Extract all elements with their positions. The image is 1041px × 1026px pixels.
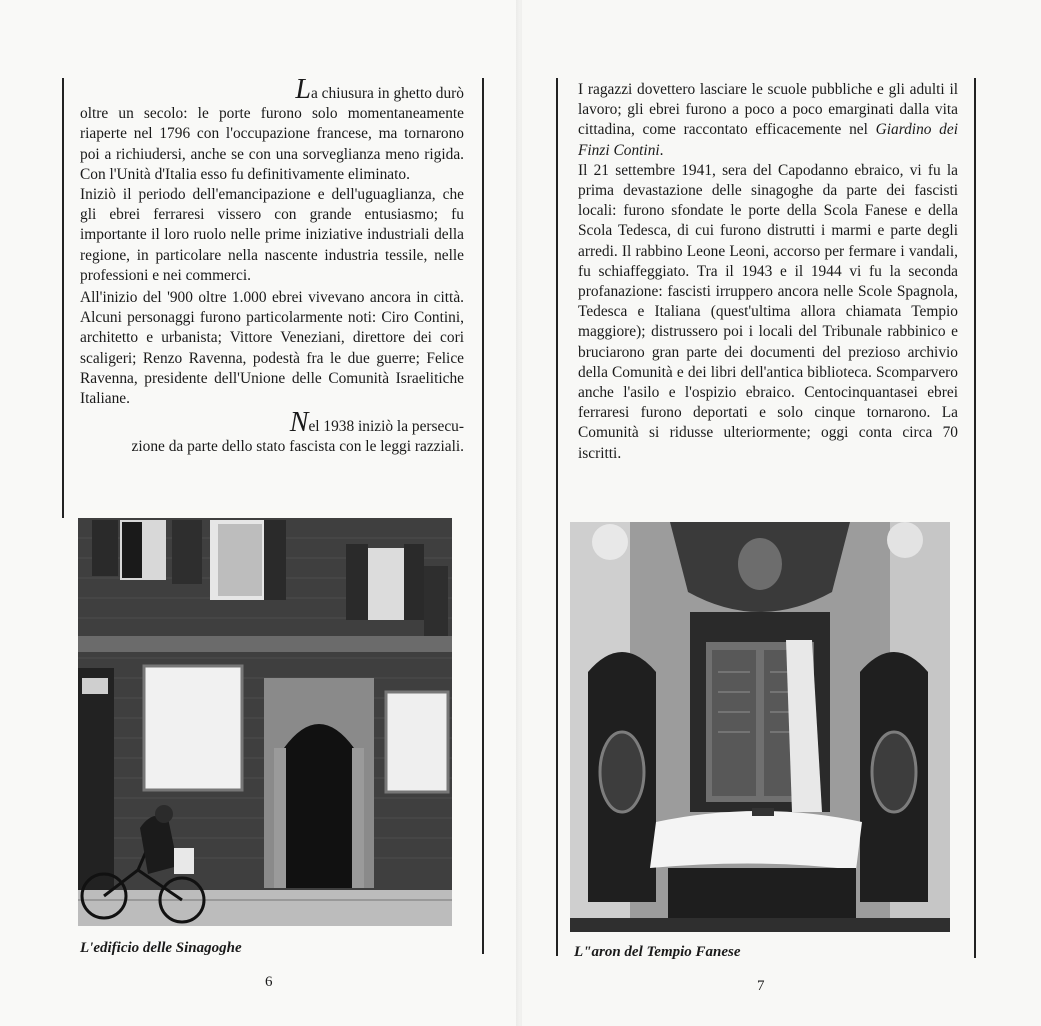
right-para-2: Il 21 settembre 1941, sera del Capodanno ebraico, vi fu la prima devastazione delle sinagoghe da parte dei fascisti locali: furono sfondate le porte della Scola Fanese e della Scola Tedesca, di cui furono distrutti i marmi e parte degli arredi. Il rabbino Leone Leoni, accorso per fermare i vandali, fu schiaffeggiato. Tra il 1943 e il 1944 vi fu la seconda profanazione: fascisti irruppero ancora nelle Scole Spagnola, Tedesca e Italiana (quest'ultima allora chiamata Tempio maggiore); distrussero poi i locali del Tribunale rabbinico e bruciarono gran parte dei documenti del prezioso archivio della Comunità e dei libri dell'antica biblioteca. Scomparvero anche l'asilo e l'ospizio ebraico. Centocinquantasei ebrei ferraresi furono deportati e solo cinque tornarono. La Comunità si ridusse ulteriormente; oggi conta circa 70 iscritti. — [578, 161, 958, 462]
left-page-number: 6 — [265, 974, 273, 990]
left-para-4: Nel 1938 iniziò la persecu- zione da parte dello stato fascista con le leggi razziali. — [80, 413, 464, 457]
left-margin-rule — [62, 78, 64, 518]
right-para-1: I ragazzi dovettero lasciare le scuole pubbliche e gli adulti il lavoro; gli ebrei furono a poco a poco emarginati dalla vita cittadina, come raccontato efficacemente nel Giardino dei Finzi Contini. — [578, 81, 958, 159]
left-body-text — [80, 74, 464, 458]
book-title: Giardino dei Finzi Contini — [578, 121, 958, 159]
left-para-1: La chiusura in ghetto durò oltre un secolo: le porte furono solo momentaneamente riaperte nel 1796 con l'occupazione francese, ma tornarono poi a richiudersi, anche se con una sorveglianza meno rigida. Con l'Unità d'Italia esso fu definitivamente eliminato. — [80, 74, 464, 183]
left-para-3: All'inizio del '900 oltre 1.000 ebrei vivevano ancora in città. Alcuni personaggi furono particolarmente noti: Ciro Contini, architetto e urbanista; Vittore Veneziani, direttore dei cori scaligeri; Renzo Ravenna, podestà fra le due guerre; Felice Ravenna, presidente dell'Unione delle Comunità Israelitiche Italiane. — [80, 289, 464, 408]
left-para-4-opening: Nel 1938 iniziò la persecu- — [289, 407, 464, 439]
right-margin-rule — [974, 78, 976, 958]
left-para-2: Iniziò il periodo dell'emancipazione e dell'uguaglianza, che gli ebrei ferraresi vissero con grande entusiasmo; fu importante il loro ruolo nelle prime iniziative industriali della regione, in particolare nella nascente industria tessile, nelle professioni e nei commerci. — [80, 186, 464, 284]
aron-tempio-fanese-photo — [570, 522, 950, 932]
right-page — [522, 0, 1041, 1026]
left-inner-rule — [482, 78, 484, 954]
right-photo-caption: L"aron del Tempio Fanese — [574, 944, 741, 960]
synagogue-building-photo — [78, 518, 452, 926]
right-body-text — [578, 80, 958, 464]
drop-cap-n: N — [289, 407, 309, 439]
right-page-number: 7 — [757, 978, 765, 994]
drop-cap-l: L — [295, 74, 311, 105]
left-page — [0, 0, 518, 1026]
left-para-1-opening: La chiusura in ghetto durò — [295, 74, 464, 105]
right-inner-rule — [556, 78, 558, 956]
left-photo-caption: L'edificio delle Sinagoghe — [80, 940, 242, 956]
